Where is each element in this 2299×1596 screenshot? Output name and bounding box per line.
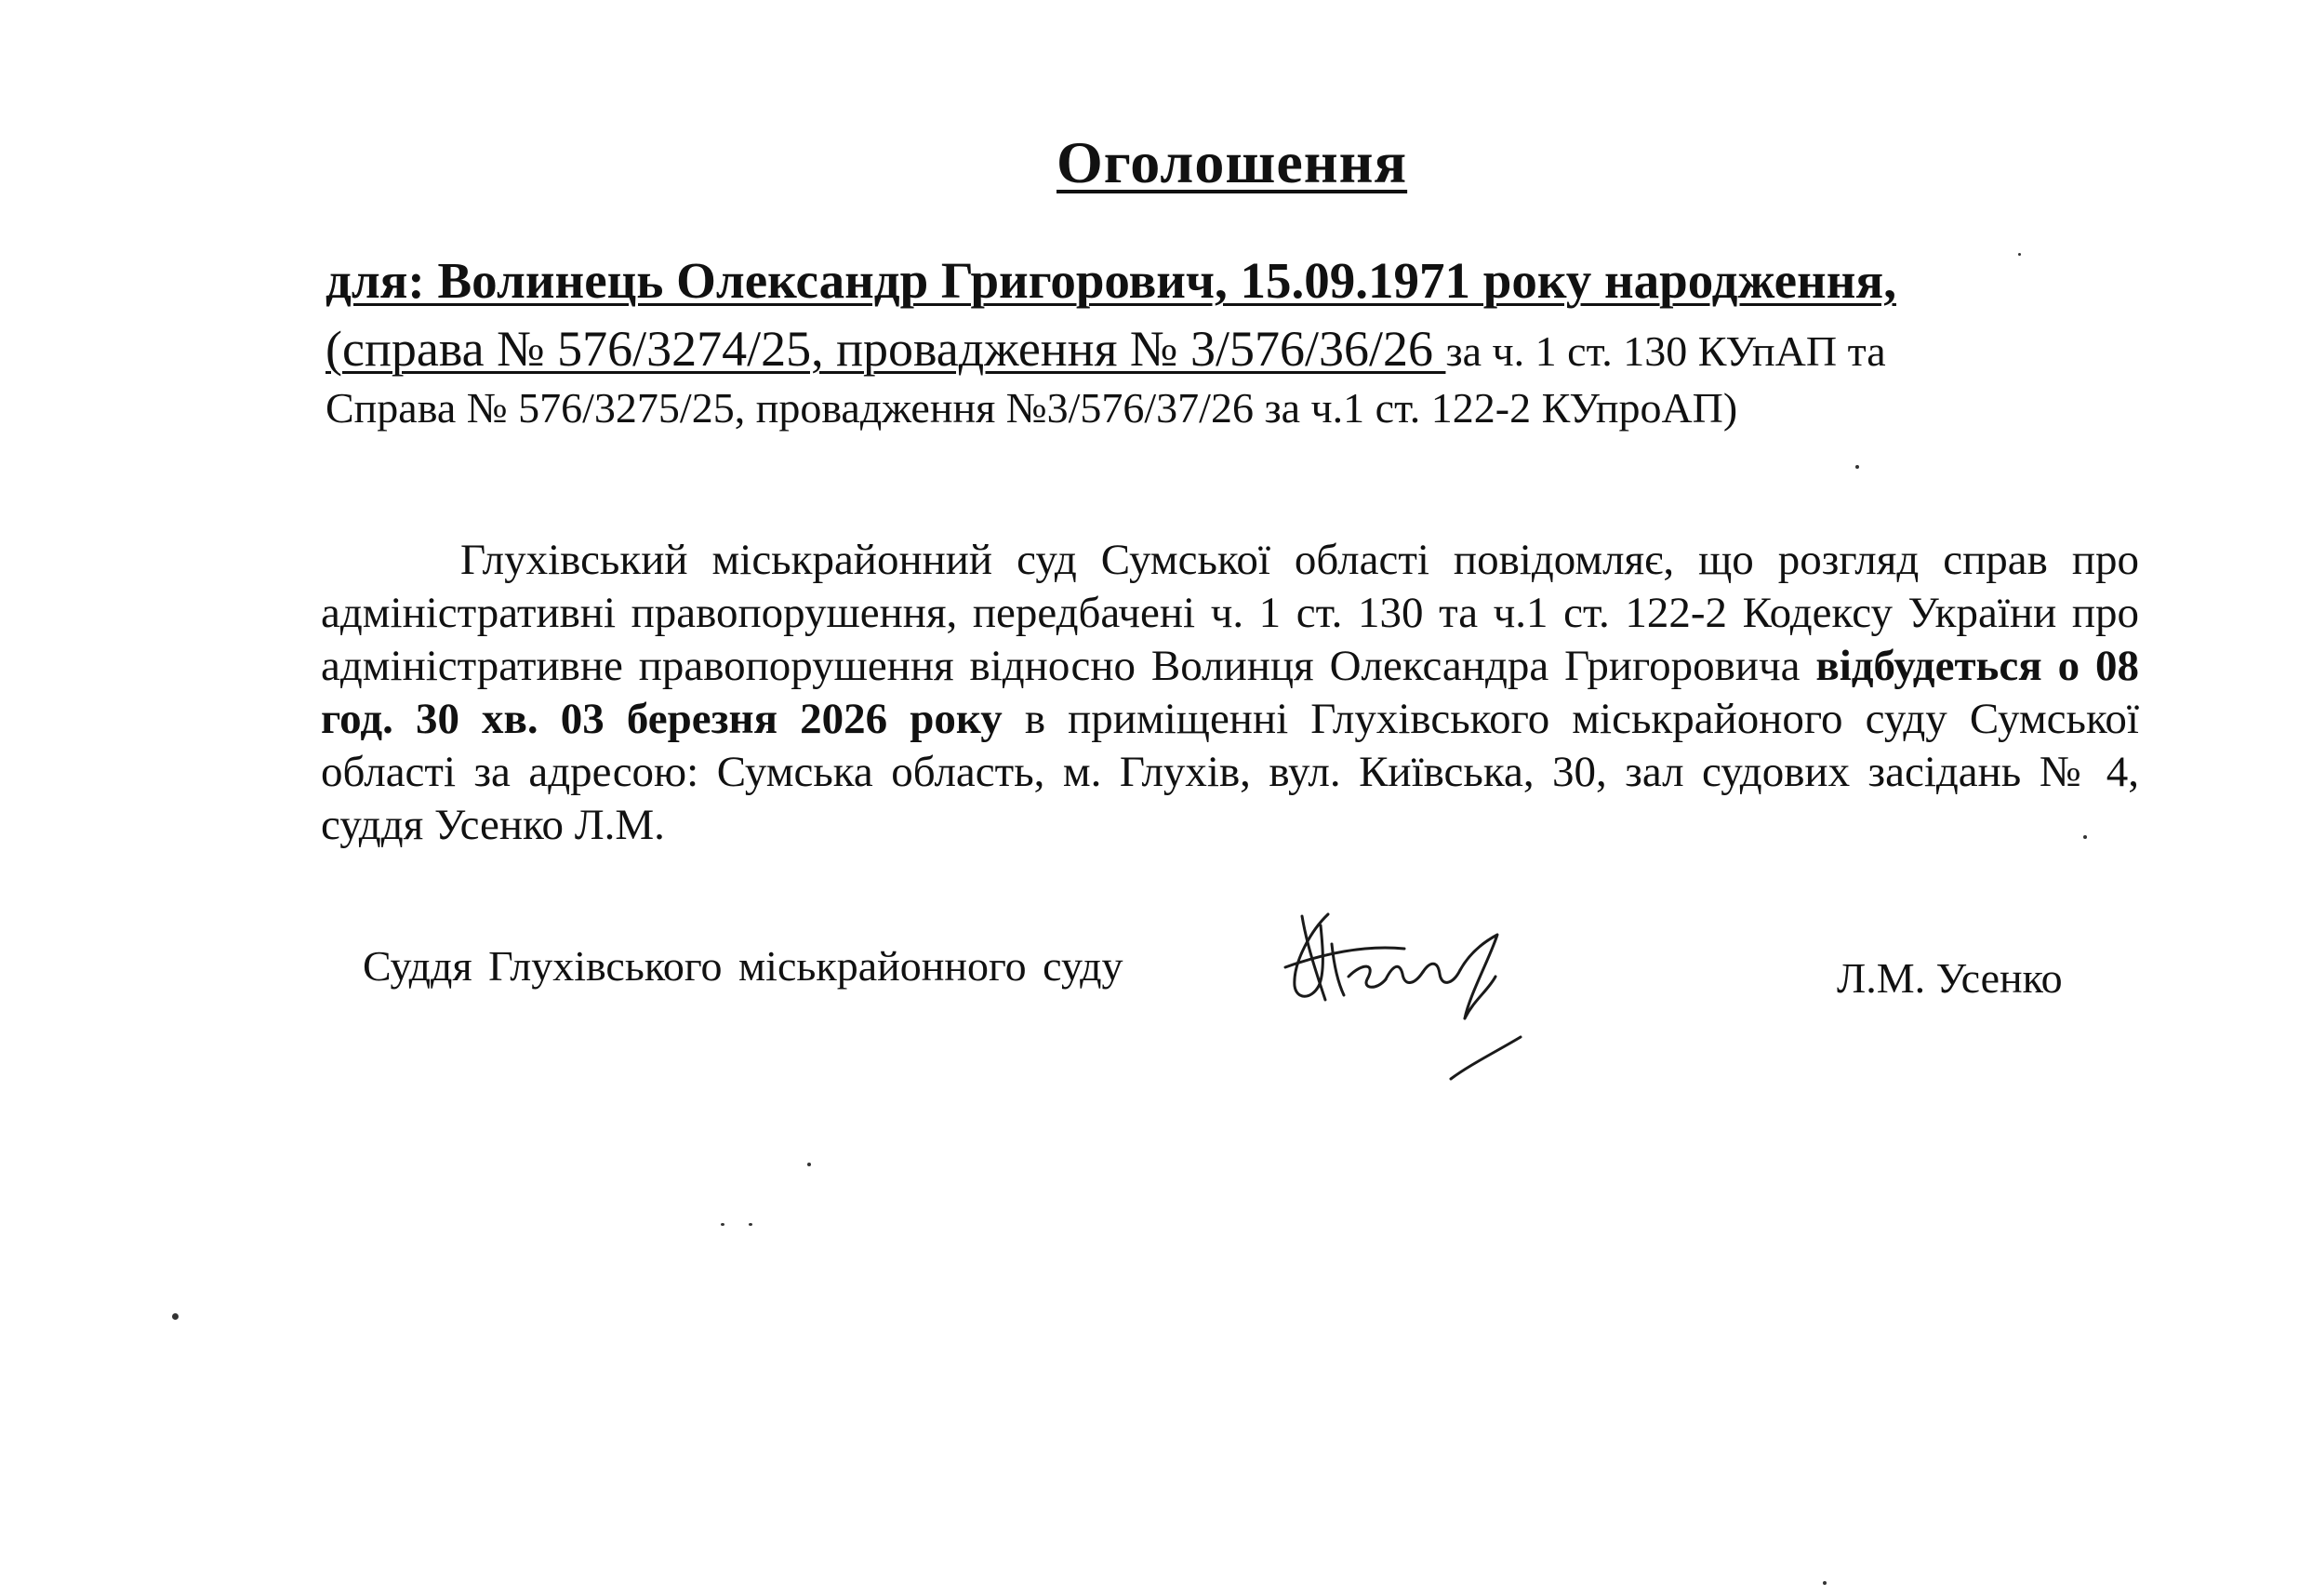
notice-body xyxy=(321,534,2139,852)
scan-speck xyxy=(807,1163,811,1166)
hearing-datetime: відбудеться о 08 год. 30 хв. 03 березня 2026 року xyxy=(321,642,2139,743)
scan-speck xyxy=(2018,253,2021,256)
addressee-line: для: Волинець Олександр Григорович, 15.09.1971 року народження, xyxy=(326,252,1896,309)
case-line-2: Справа № 576/3275/25, провадження №3/576/37/26 за ч.1 ст. 122-2 КУпроАП) xyxy=(326,384,1738,432)
scan-speck xyxy=(721,1223,724,1226)
notice-body-part2: в приміщенні Глухівського міськрайоного суду Сумської області за адресою: Сумська область, м. Глухів, вул. Київська, 30, зал судових засідань № 4, суддя Усенко Л.М. xyxy=(321,695,2139,849)
scan-speck xyxy=(749,1223,752,1226)
judge-name: Л.М. Усенко xyxy=(1837,954,2063,1002)
document-title: Оголошення xyxy=(1056,129,1408,195)
scan-speck xyxy=(1823,1581,1827,1585)
case-number-underlined: (справа № 576/3274/25, провадження № 3/576/36/26 xyxy=(326,321,1446,377)
scan-speck xyxy=(172,1313,179,1320)
scan-speck xyxy=(2083,835,2087,839)
case-line-1 xyxy=(326,320,1886,378)
notice-body-part1: Глухівський міськрайонний суд Сумської області повідомляє, що розгляд справ про адміністративні правопорушення, передбачені ч. 1 ст. 130 та ч.1 ст. 122-2 Кодексу України про адміністративне правопорушення відносно Волинця Олександра Григоровича xyxy=(321,536,2139,690)
scan-speck xyxy=(1855,465,1859,469)
handwritten-signature xyxy=(1274,907,1562,1093)
case-article-text: за ч. 1 ст. 130 КУпАП та xyxy=(1445,327,1886,375)
judge-title: Суддя Глухівського міськрайонного суду xyxy=(363,942,1123,990)
